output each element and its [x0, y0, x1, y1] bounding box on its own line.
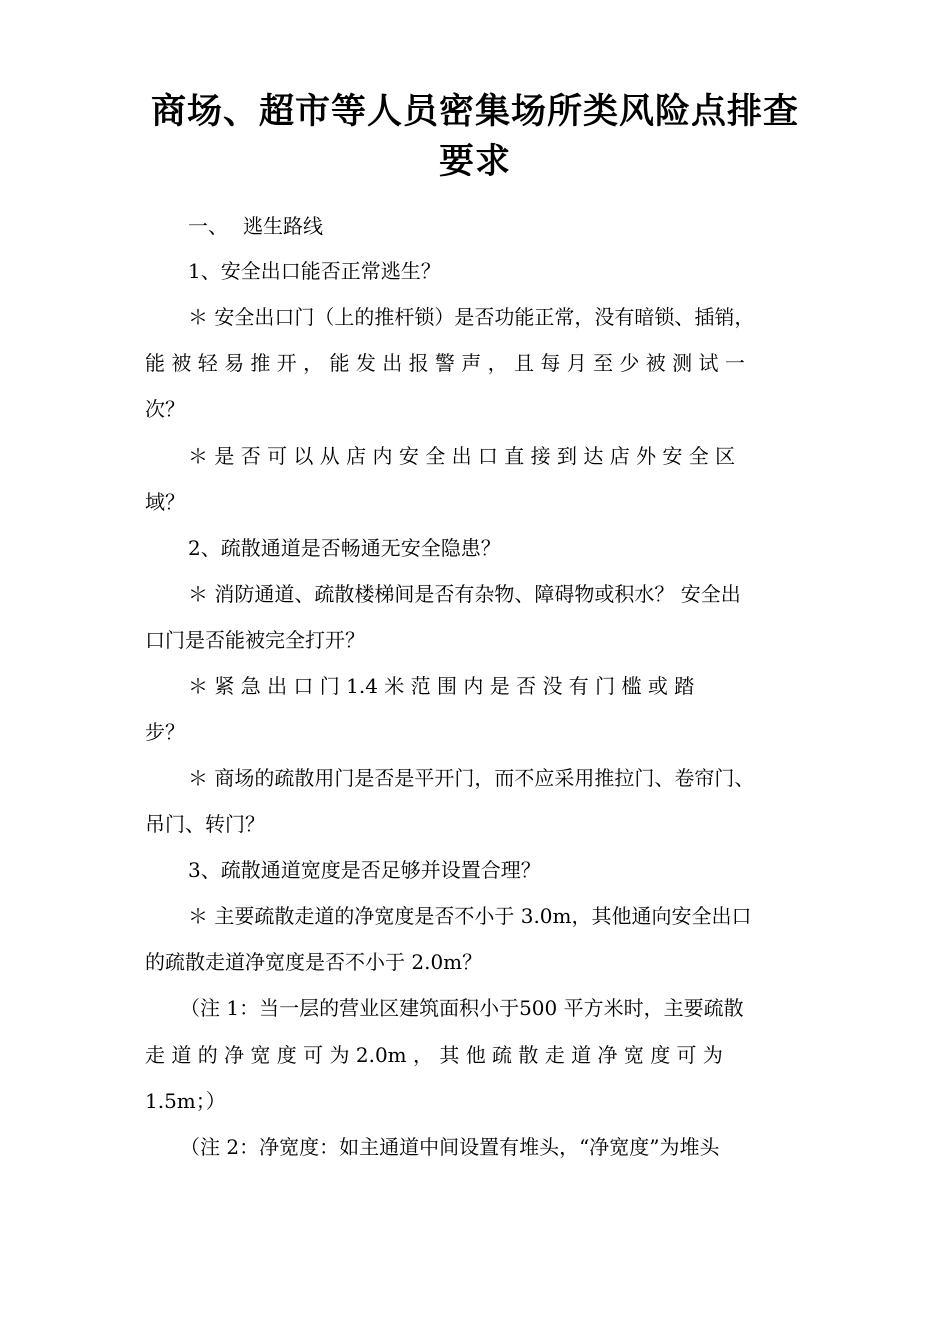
- note-line: （注 1：当一层的营业区建筑面积小于500 平方米时，主要疏散: [180, 996, 744, 1020]
- body-line: 口门是否能被完全打开？: [145, 628, 365, 652]
- body-line: ＊ 安全出口门（上的推杆锁）是否功能正常，没有暗锁、插销，: [188, 305, 755, 329]
- body-line: ＊ 是 否 可 以 从 店 内 安 全 出 口 直 接 到 达 店 外 安 全 区: [188, 444, 736, 468]
- body-line: 吊门、转门？: [145, 812, 265, 836]
- section-label: 逃生路线: [243, 214, 323, 238]
- body-line: 能 被 轻 易 推 开 ， 能 发 出 报 警 声 ， 且 每 月 至 少 被 测 试 一: [145, 351, 745, 375]
- section-heading: [188, 212, 323, 240]
- body-line: 域？: [145, 490, 185, 514]
- item-heading-2: 2、疏散通道是否畅通无安全隐患？: [188, 536, 501, 560]
- note-line: 走 道 的 净 宽 度 可 为 2.0m ， 其 他 疏 散 走 道 净 宽 度 可 为: [145, 1043, 723, 1067]
- document-title-line-1: 商场、超市等人员密集场所类风险点排查: [150, 91, 799, 132]
- body-line: ＊ 主要疏散走道的净宽度是否不小于 3.0m，其他通向安全出口: [188, 904, 752, 928]
- note-line: （注 2：净宽度：如主通道中间设置有堆头，“净宽度”为堆头: [180, 1135, 720, 1159]
- body-line: 步？: [145, 720, 185, 744]
- body-line: ＊ 消防通道、疏散楼梯间是否有杂物、障碍物或积水？ 安全出: [188, 582, 741, 606]
- body-line: ＊ 紧 急 出 口 门 1.4 米 范 围 内 是 否 没 有 门 槛 或 踏: [188, 674, 695, 698]
- note-line: 1.5m；）: [145, 1089, 226, 1113]
- item-heading-1: 1、安全出口能否正常逃生？: [188, 259, 441, 283]
- body-line: ＊ 商场的疏散用门是否是平开门，而不应采用推拉门、卷帘门、: [188, 766, 755, 790]
- body-line: 次？: [145, 397, 185, 421]
- document-title-line-2: 要求: [438, 141, 511, 182]
- body-line: 的疏散走道净宽度是否不小于 2.0m？: [145, 950, 483, 974]
- section-number: 一、: [188, 214, 228, 238]
- item-heading-3: 3、疏散通道宽度是否足够并设置合理？: [188, 858, 541, 882]
